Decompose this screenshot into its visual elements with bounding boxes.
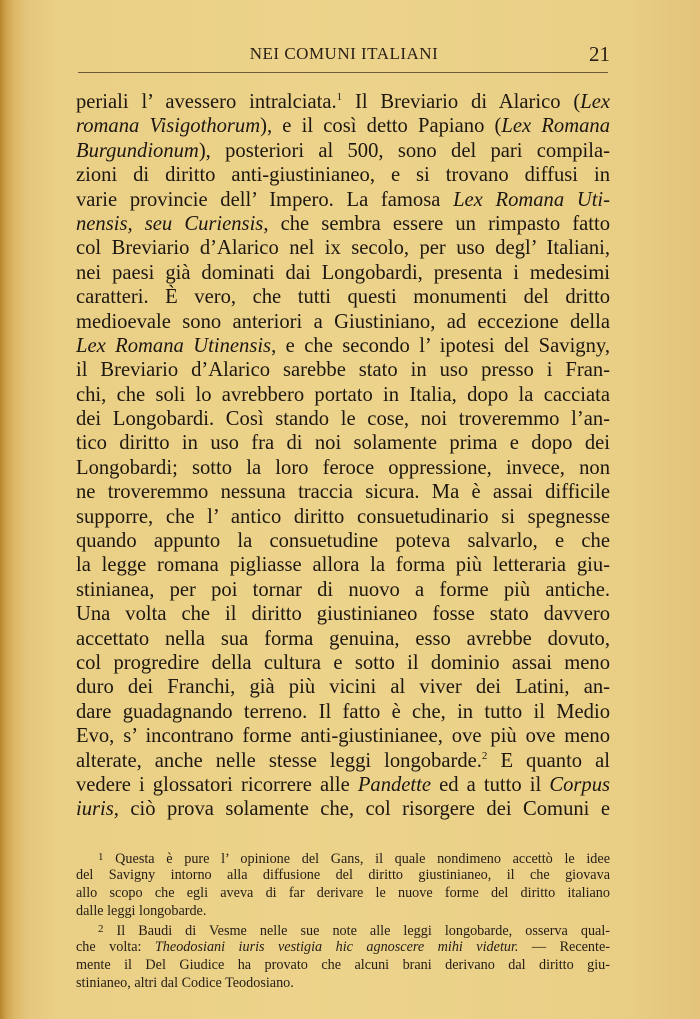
main-text [76, 90, 610, 822]
footnote-line [76, 956, 610, 974]
text-run: vedere i glossatori ricorrere alle [76, 773, 358, 796]
text-run: chi, che soli lo avrebbero portato in Italia, dopo la cacciata [76, 383, 610, 406]
text-line [76, 212, 610, 236]
italic-run: iuris, [76, 798, 119, 821]
text-line [76, 578, 610, 602]
text-run: Il Breviario di Alarico ( [342, 91, 581, 113]
footnote-line [76, 848, 610, 866]
text-line [76, 236, 610, 260]
footnote-reference: 2 [481, 749, 488, 762]
text-run: duro dei Franchi, già più vicini al viver dei Latini, an- [76, 676, 610, 699]
text-line [76, 139, 610, 163]
footnote-number: 2 [98, 923, 104, 935]
italic-run: nensis, seu Curiensis [76, 212, 264, 235]
text-line [76, 749, 610, 773]
italic-run: Theodosiani iuris vestigia hic agnoscere mihi videtur. [154, 939, 519, 955]
text-line [76, 261, 610, 285]
text-run: caratteri. È vero, che tutti questi monumenti del dritto [76, 286, 610, 309]
text-line [76, 724, 610, 748]
text-run: del Savigny intorno alla diffusione del diritto giustinianeo, il che giovava [76, 867, 610, 883]
italic-run: Lex [580, 91, 610, 113]
italic-run: Lex Romana Utinensis [76, 334, 272, 357]
text-line [76, 188, 610, 212]
footnote-line [76, 866, 610, 884]
text-run: mente il Del Giudice ha provato che alcuni brani derivano dal diritto giu- [76, 957, 610, 973]
text-run: dei Longobardi. Così stando le cose, noi troveremmo l’an- [76, 408, 610, 431]
text-run: dalle leggi longobarde. [76, 903, 207, 919]
page-number: 21 [589, 42, 610, 66]
text-run: — Recente- [518, 939, 610, 955]
text-line [76, 529, 610, 553]
footnote-line [76, 938, 610, 956]
text-run: la legge romana pigliasse allora la forma più letteraria giu- [76, 554, 610, 577]
text-line [76, 651, 610, 675]
text-run: , e che secondo l’ ipotesi del Savigny, [271, 334, 610, 357]
text-run: ne troveremmo nessuna traccia sicura. Ma è assai difficile [76, 481, 610, 504]
text-line [76, 602, 610, 626]
text-run: ), e il così detto Papiano ( [260, 115, 502, 138]
text-line [76, 797, 610, 821]
text-run: tico diritto in uso fra di noi solamente prima e dopo dei [76, 432, 610, 455]
text-line [76, 285, 610, 309]
text-run: che volta: [76, 939, 155, 955]
text-run: zioni di diritto anti-giustinianeo, e si trovano diffusi in [76, 164, 610, 187]
italic-run: Pandette [357, 773, 432, 796]
text-line [76, 700, 610, 724]
text-run: Evo, s’ incontrano forme anti-giustinianee, ove più ove meno [76, 725, 610, 748]
text-line [76, 163, 610, 187]
text-run: medioevale sono anteriori a Giustiniano, ad eccezione della [76, 310, 610, 333]
footnote-line [76, 902, 610, 920]
text-line [76, 358, 610, 382]
text-run: dare guadagnando terreno. Il fatto è che, in tutto il Medio [76, 700, 610, 723]
text-line [76, 773, 610, 797]
text-run: , che sembra essere un rimpasto fatto [263, 212, 611, 235]
text-line [76, 334, 610, 358]
text-run: ), posteriori al 500, sono del pari compila- [198, 139, 610, 162]
text-run: varie provincie dell’ Impero. La famosa [76, 188, 454, 211]
text-run: supporre, che l’ antico diritto consuetudinario si spegnesse [76, 505, 610, 528]
text-run: stinianea, per poi tornar di nuovo a forme più antiche. [76, 578, 610, 601]
text-line [76, 114, 610, 138]
text-run: il Breviario d’Alarico sarebbe stato in uso presso i Fran- [76, 359, 610, 382]
text-run: col Breviario d’Alarico nel ix secolo, per uso degl’ Italiani, [76, 237, 610, 260]
footnote-line [76, 974, 610, 992]
text-run: allo scopo che egli aveva di far derivare le nuove forme del diritto italiano [76, 885, 610, 901]
text-run: nei paesi già dominati dai Longobardi, presenta i medesimi [76, 261, 610, 284]
text-run: E quanto al [487, 749, 610, 772]
text-run: stinianeo, altri dal Codice Teodosiano. [76, 975, 294, 991]
text-run: Una volta che il diritto giustinianeo fosse stato davvero [76, 603, 610, 626]
text-line [76, 431, 610, 455]
running-head: NEI COMUNI ITALIANI [249, 44, 439, 63]
text-line [76, 407, 610, 431]
text-run: periali l’ avessero intralciata. [76, 91, 337, 113]
italic-run: Lex Romana [501, 115, 610, 138]
footnote-number: 1 [98, 851, 104, 863]
text-run: Il Baudi di Vesme nelle sue note alle leggi longobarde, osserva qual- [103, 923, 610, 939]
text-line [76, 456, 610, 480]
text-line [76, 480, 610, 504]
text-run: col progredire della cultura e sotto il dominio assai meno [76, 651, 610, 674]
text-run: alterate, anche nelle stesse leggi longobarde. [76, 749, 482, 772]
text-line [76, 553, 610, 577]
text-line [76, 627, 610, 651]
header-rule [78, 72, 608, 73]
text-line [76, 505, 610, 529]
italic-run: romana Visigothorum [76, 115, 261, 138]
text-line [76, 90, 610, 114]
italic-run: Burgundionum [76, 139, 199, 162]
text-run: accettato nella sua forma genuina, esso avrebbe dovuto, [76, 627, 610, 650]
footnotes [76, 848, 610, 992]
italic-run: Corpus [549, 773, 610, 796]
text-run: ciò prova solamente che, col risorgere dei Comuni e [118, 798, 610, 821]
text-line [76, 310, 610, 334]
text-line [76, 383, 610, 407]
text-run: Questa è pure l’ opinione del Gans, il quale nondimeno accettò le idee [103, 851, 610, 867]
page-header [78, 44, 610, 70]
text-line [76, 675, 610, 699]
footnote-line [76, 884, 610, 902]
footnote-line [76, 920, 610, 938]
text-run: quando appunto la consuetudine poteva salvarlo, e che [76, 530, 610, 553]
italic-run: Lex Romana Uti- [453, 188, 610, 211]
text-run: ed a tutto il [431, 773, 550, 796]
text-run: Longobardi; sotto la loro feroce oppressione, invece, non [76, 456, 610, 479]
footnote-reference: 1 [336, 91, 343, 103]
